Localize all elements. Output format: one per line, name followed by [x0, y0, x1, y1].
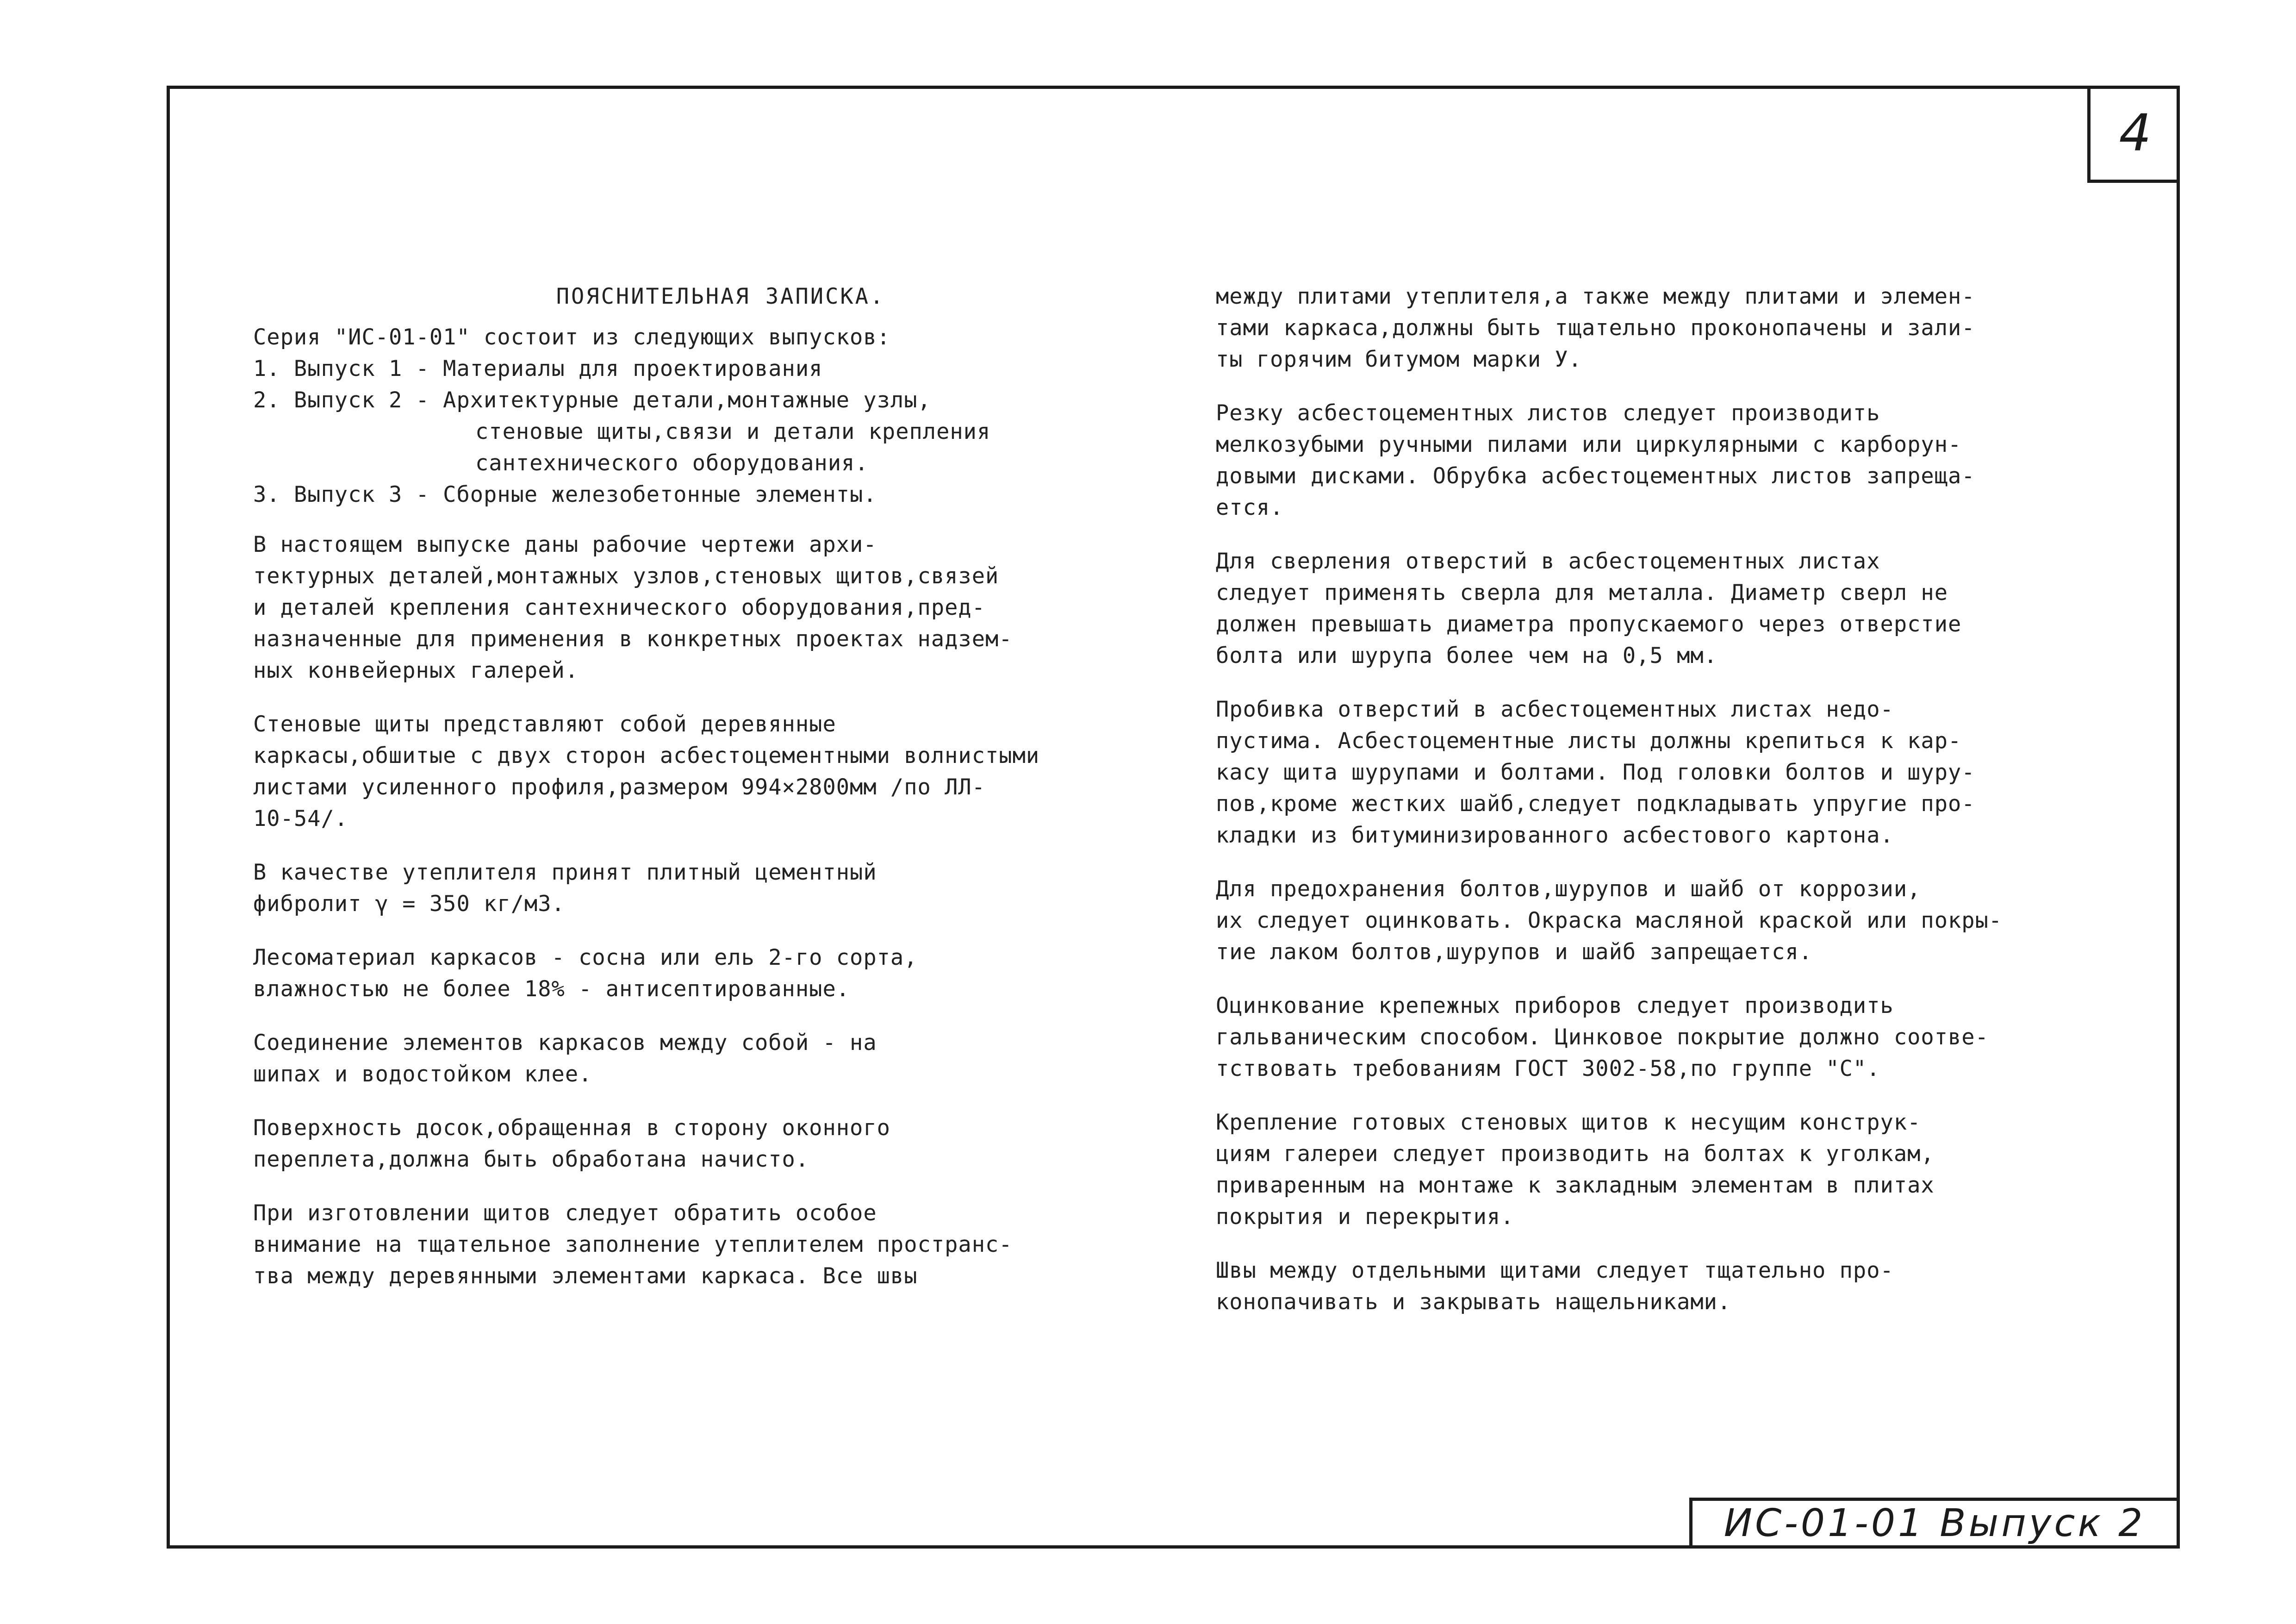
text-line: Оцинкование крепежных приборов следует производить	[1216, 993, 1894, 1018]
text-line: кладки из битуминизированного асбестового картона.	[1216, 823, 1894, 848]
text-line: листами усиленного профиля,размером 994×2800мм /по ЛЛ-	[253, 775, 986, 800]
text-line: циям галереи следует производить на болтах к уголкам,	[1216, 1141, 1935, 1167]
paragraph	[1216, 874, 2077, 968]
right-text-column	[1216, 281, 2077, 1340]
text-line: покрытия и перекрытия.	[1216, 1204, 1514, 1230]
text-line: внимание на тщательное заполнение утеплителем пространс-	[253, 1232, 1013, 1257]
text-line: назначенные для применения в конкретных проектах надзем-	[253, 626, 1013, 652]
text-line: тва между деревянными элементами каркаса. Все швы	[253, 1263, 918, 1289]
paragraph	[253, 1112, 1188, 1175]
text-line: Швы между отдельными щитами следует тщательно про-	[1216, 1258, 1894, 1283]
paragraph	[1216, 1107, 2077, 1233]
text-line: Поверхность досок,обращенная в сторону оконного	[253, 1115, 890, 1141]
issue-item: 1. Выпуск 1 - Материалы для проектирования	[253, 356, 823, 381]
text-line: шипах и водостойком клее.	[253, 1062, 592, 1087]
text-line: В качестве утеплителя принят плитный цементный	[253, 860, 877, 885]
text-line: При изготовлении щитов следует обратить особое	[253, 1200, 877, 1226]
text-line: и деталей крепления сантехнического оборудования,пред-	[253, 595, 986, 620]
page-number: 4	[2087, 86, 2180, 183]
title-block: ИС-01-01 Выпуск 2	[1689, 1498, 2180, 1549]
text-line: довыми дисками. Обрубка асбестоцементных листов запреща-	[1216, 463, 1975, 489]
text-line: Соединение элементов каркасов между собой - на	[253, 1030, 877, 1056]
text-line: ных конвейерных галерей.	[253, 658, 579, 683]
paragraph	[253, 942, 1188, 1005]
text-line: следует применять сверла для металла. Диаметр сверл не	[1216, 580, 1948, 606]
text-line: Для сверления отверстий в асбестоцементных листах	[1216, 549, 1880, 574]
paragraph	[253, 857, 1188, 920]
text-line: ты горячим битумом марки У.	[1216, 347, 1582, 372]
paragraph	[1216, 281, 2077, 375]
text-line: каркасы,обшитые с двух сторон асбестоцементными волнистыми	[253, 743, 1040, 768]
text-line: 10-54/.	[253, 806, 348, 831]
text-line: ется.	[1216, 495, 1284, 520]
text-line: Лесоматериал каркасов - сосна или ель 2-го сорта,	[253, 945, 918, 970]
text-line: фибролит γ = 350 кг/м3.	[253, 891, 565, 917]
text-line: пов,кроме жестких шайб,следует подкладывать упругие про-	[1216, 791, 1975, 817]
text-line: гальваническим способом. Цинковое покрытие должно соотве-	[1216, 1024, 1989, 1050]
issue-list	[253, 353, 1188, 511]
text-line: болта или шурупа более чем на 0,5 мм.	[1216, 643, 1717, 668]
text-line: В настоящем выпуске даны рабочие чертежи архи-	[253, 532, 877, 557]
text-line: между плитами утеплителя,а также между плитами и элемен-	[1216, 284, 1975, 309]
paragraph	[253, 1198, 1188, 1292]
paragraph	[1216, 990, 2077, 1085]
text-line: Для предохранения болтов,шурупов и шайб от коррозии,	[1216, 876, 1921, 902]
text-line: тектурных деталей,монтажных узлов,стеновых щитов,связей	[253, 563, 999, 589]
paragraph	[253, 1027, 1188, 1090]
text-line: переплета,должна быть обработана начисто.	[253, 1147, 809, 1172]
series-intro: Серия "ИС-01-01" состоит из следующих выпусков:	[253, 325, 890, 350]
left-text-column	[253, 281, 1188, 1314]
text-line: Стеновые щиты представляют собой деревянные	[253, 712, 836, 737]
drawing-sheet-frame	[167, 86, 2180, 1549]
text-line: их следует оцинковать. Окраска масляной краской или покры-	[1216, 908, 2003, 933]
text-line: касу щита шурупами и болтами. Под головки болтов и шуру-	[1216, 760, 1975, 785]
paragraph	[253, 709, 1188, 835]
text-line: конопачивать и закрывать нащельниками.	[1216, 1289, 1731, 1315]
paragraph	[253, 529, 1188, 687]
text-line: Крепление готовых стеновых щитов к несущим конструк-	[1216, 1110, 1921, 1135]
text-line: влажностью не более 18% - антисептированные.	[253, 976, 850, 1002]
paragraph	[1216, 1255, 2077, 1318]
issue-item-continuation: стеновые щиты,связи и детали крепления	[475, 419, 991, 444]
text-line: тие лаком болтов,шурупов и шайб запрещается.	[1216, 939, 1813, 965]
text-line: Пробивка отверстий в асбестоцементных листах недо-	[1216, 697, 1894, 722]
text-line: тами каркаса,должны быть тщательно проконопачены и зали-	[1216, 315, 1975, 341]
document-heading: ПОЯСНИТЕЛЬНАЯ ЗАПИСКА.	[556, 284, 885, 309]
issue-item: 3. Выпуск 3 - Сборные железобетонные элементы.	[253, 482, 877, 507]
paragraph	[1216, 546, 2077, 672]
issue-item: 2. Выпуск 2 - Архитектурные детали,монтажные узлы,	[253, 387, 931, 413]
text-line: мелкозубыми ручными пилами или циркулярными с карборун-	[1216, 432, 1962, 457]
paragraph	[1216, 694, 2077, 851]
text-line: должен превышать диаметра пропускаемого через отверстие	[1216, 612, 1962, 637]
text-line: пустима. Асбестоцементные листы должны крепиться к кар-	[1216, 728, 1962, 754]
text-line: тствовать требованиям ГОСТ 3002-58,по группе "С".	[1216, 1056, 1880, 1081]
text-line: Резку асбестоцементных листов следует производить	[1216, 400, 1880, 426]
left-paragraphs	[253, 529, 1188, 1292]
right-paragraphs	[1216, 281, 2077, 1318]
text-line: приваренным на монтаже к закладным элементам в плитах	[1216, 1173, 1935, 1198]
issue-item-continuation: сантехнического оборудования.	[475, 450, 869, 476]
paragraph	[1216, 398, 2077, 524]
